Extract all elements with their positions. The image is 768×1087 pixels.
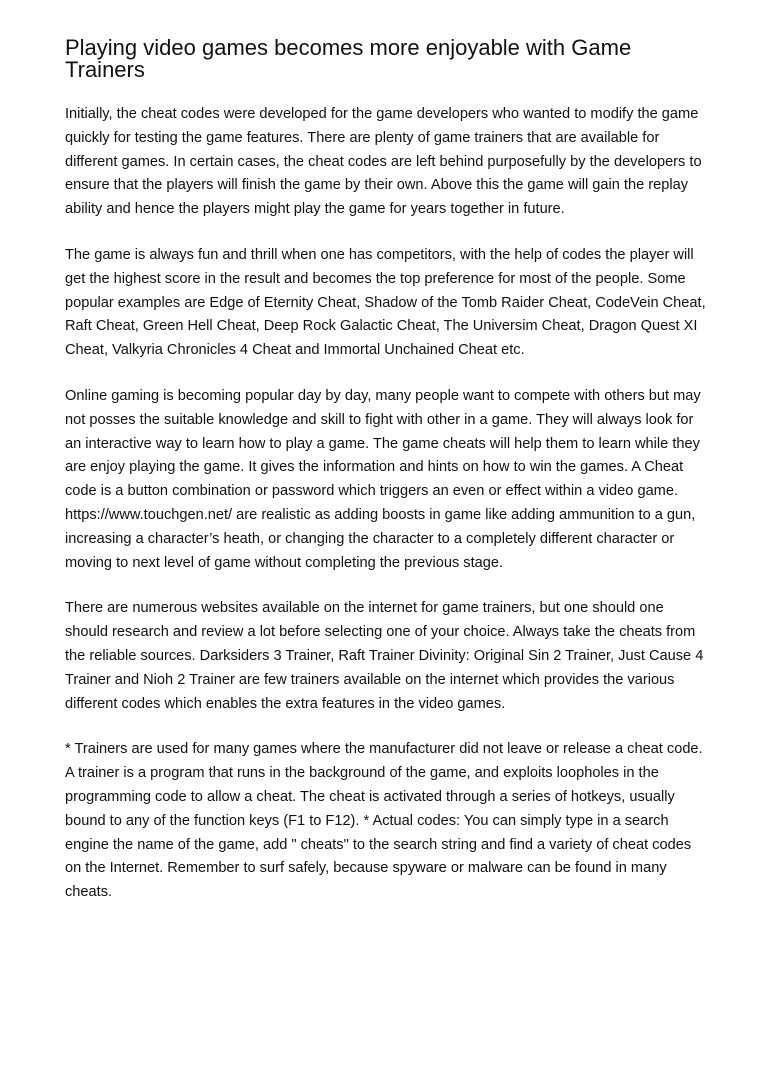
- paragraph-competitors: The game is always fun and thrill when one has competitors, with the help of codes the player will get the highest score in the result and becomes the top preference for most of the people. Some popular examples are Edge of Eternity Cheat, Shadow of the Tomb Raider Cheat, CodeVein Cheat, Raft Cheat, Green Hell Cheat, Deep Rock Galactic Cheat, The Universim Cheat, Dragon Quest XI Cheat, Valkyria Chronicles 4 Cheat and Immortal Unchained Cheat etc.: [65, 246, 706, 359]
- spacer: [65, 575, 708, 597]
- spacer: [65, 363, 708, 385]
- spacer: [65, 222, 708, 244]
- spacer: [65, 716, 708, 738]
- page-title: Playing video games becomes more enjoyable with Game Trainers: [65, 35, 632, 82]
- paragraph-intro: Initially, the cheat codes were developed for the game developers who wanted to modify the game quickly for testing the game features. There are plenty of game trainers that are available for different games. In certain cases, the cheat codes are left behind purposefully by the developers to ensure that the players will finish the game by their own. Above this the game will gain the replay ability and hence the players might play the game for years together in future.: [65, 106, 702, 218]
- paragraph-online-gaming: Online gaming is becoming popular day by day, many people want to compete with others but may not posses the suitable knowledge and skill to fight with other in a game. They will always look for an interactive way to learn how to play a game. The game cheats will help them to learn while they are enjoy playing the game. It gives the information and hints on how to win the games. A Cheat code is a button combination or password which triggers an even or effect within a video game. https://www.touchgen.net/ are realistic as adding boosts in game like adding ammunition to a gun, increasing a character’s heath, or changing the character to a completely different character or moving to next level of game without completing the previous stage.: [65, 387, 701, 571]
- paragraph-trainers: * Trainers are used for many games where the manufacturer did not leave or release a cheat code. A trainer is a program that runs in the background of the game, and exploits loopholes in the programming code to allow a cheat. The cheat is activated through a series of hotkeys, usually bound to any of the function keys (F1 to F12). * Actual codes: You can simply type in a search engine the name of the game, add " cheats" to the search string and find a variety of cheat codes on the Internet. Remember to surf safely, because spyware or malware can be found in many cheats.: [65, 741, 703, 901]
- paragraph-websites: There are numerous websites available on the internet for game trainers, but one should one should research and review a lot before selecting one of your choice. Always take the cheats from the reliable sources. Darksiders 3 Trainer, Raft Trainer Divinity: Original Sin 2 Trainer, Just Cause 4 Trainer and Nioh 2 Trainer are few trainers available on the internet which provides the various different codes which enables the extra features in the video games.: [65, 600, 704, 712]
- spacer: [65, 81, 708, 103]
